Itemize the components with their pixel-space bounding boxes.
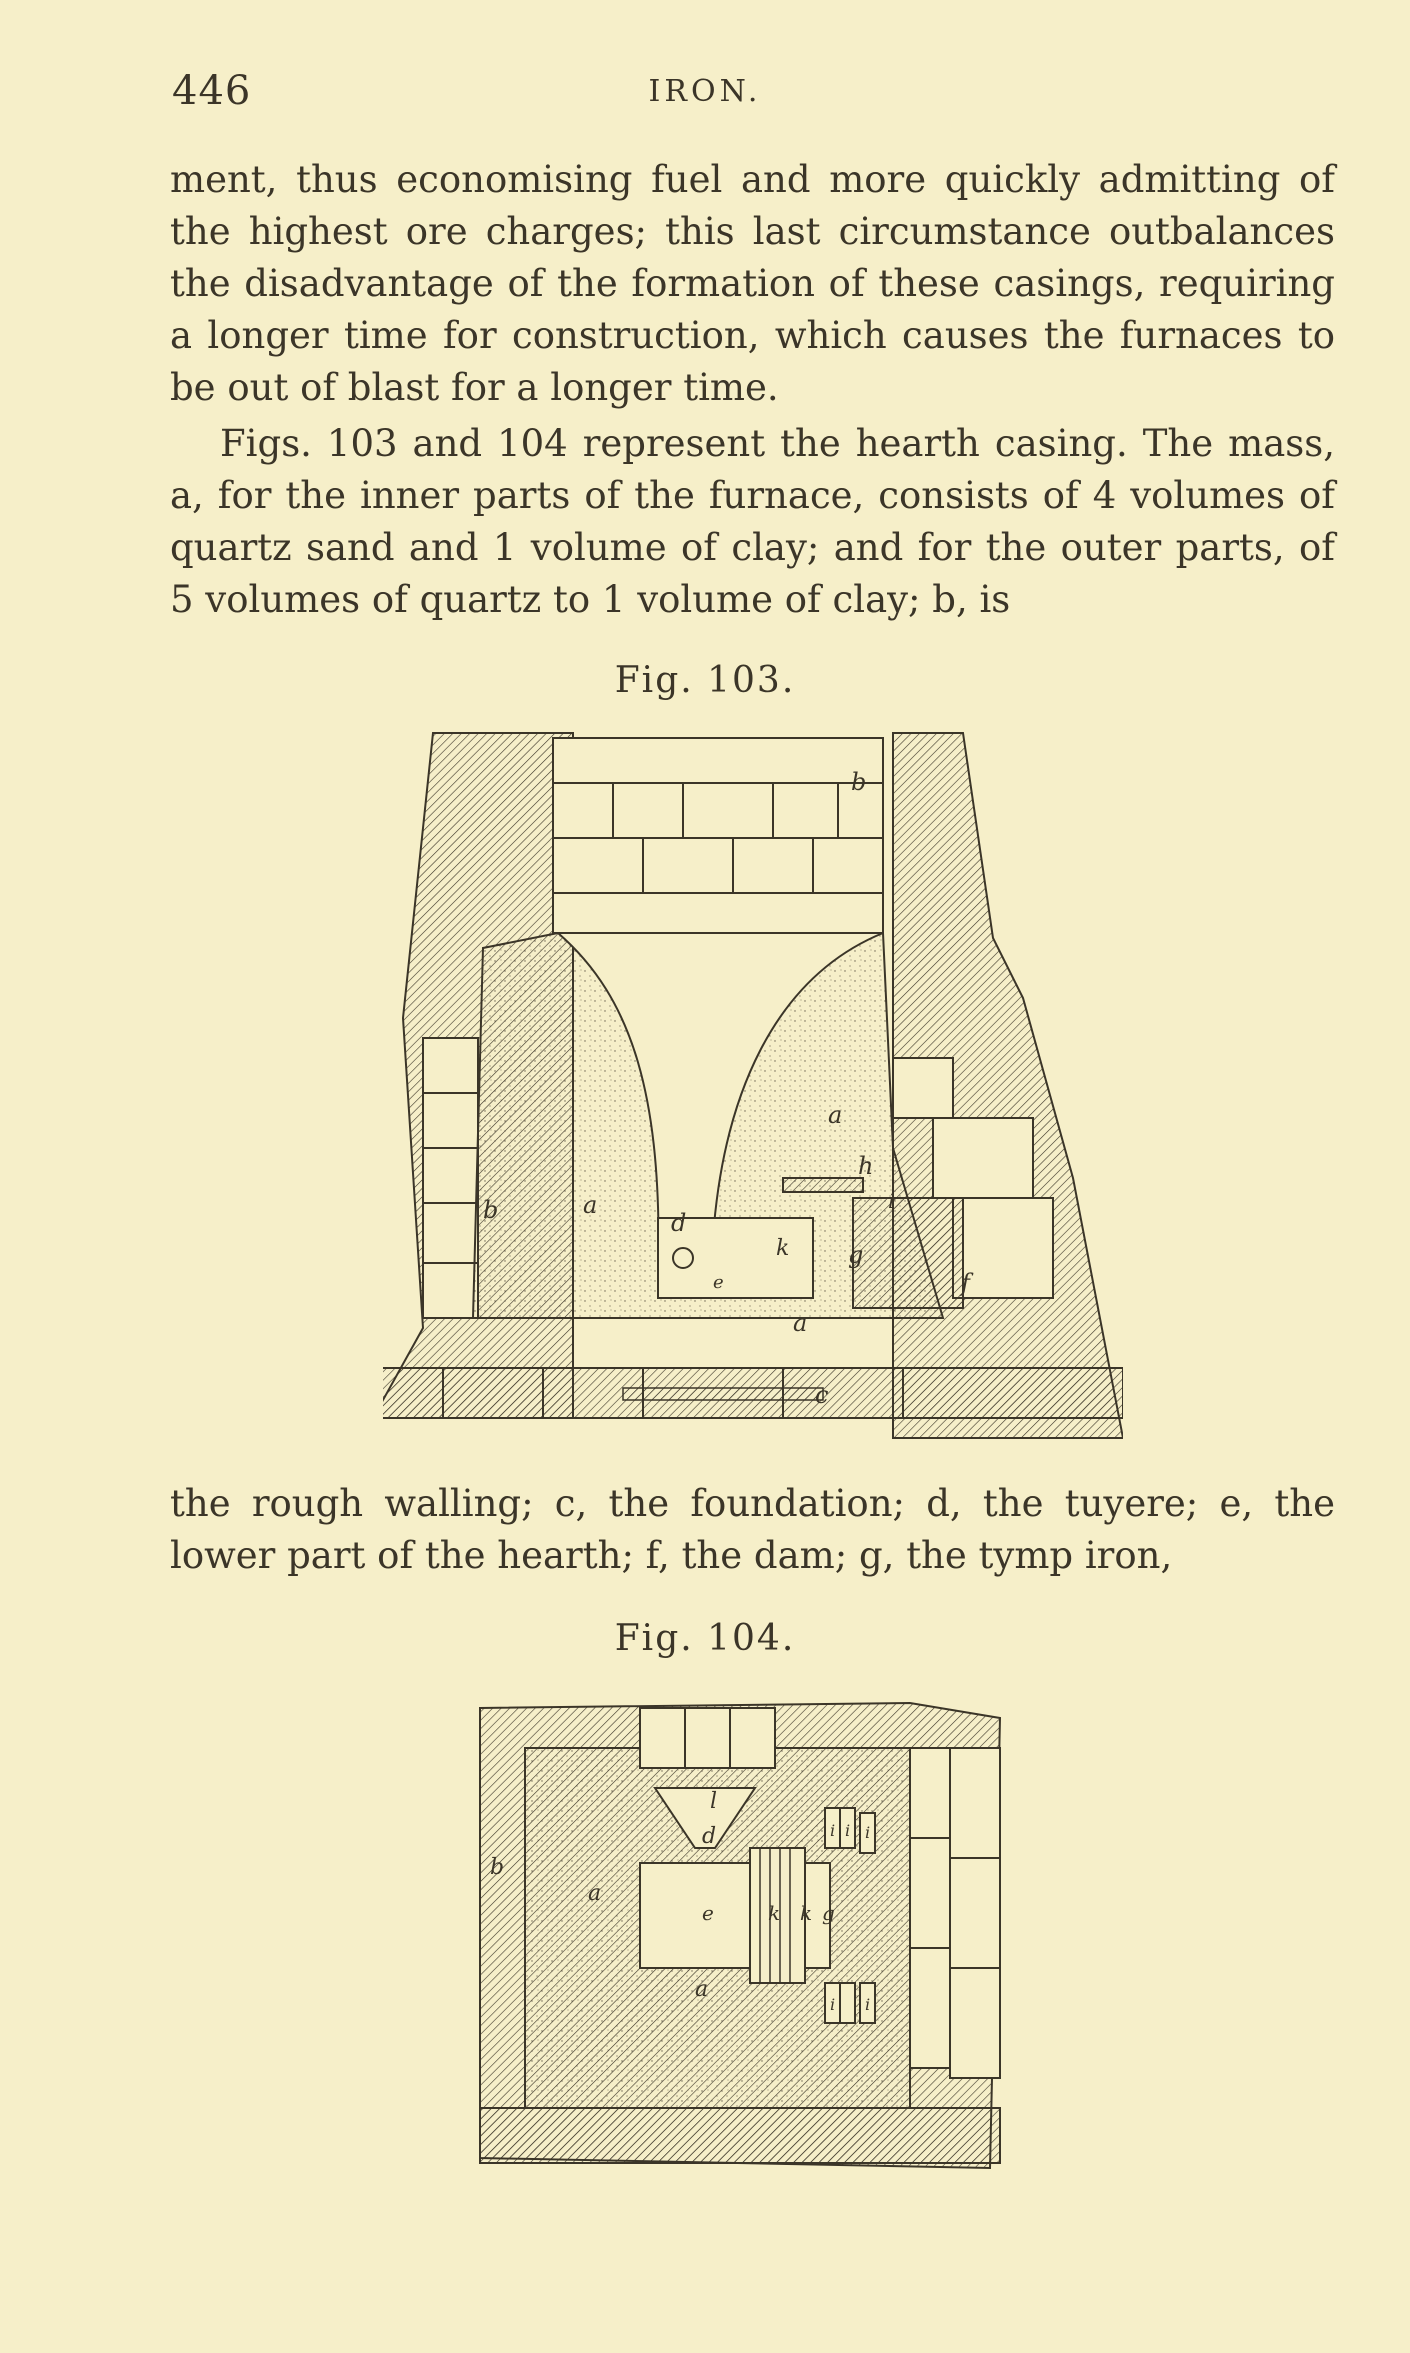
fig104-label-a-bottom: a — [695, 1977, 709, 2002]
fig103-label-b-left: b — [483, 1196, 499, 1224]
fig104-label-i2: i — [845, 1821, 851, 1840]
figure-104-caption: Fig. 104. — [614, 1618, 796, 1659]
fig103-label-k: k — [776, 1236, 790, 1261]
fig103-label-a-right: a — [828, 1101, 843, 1129]
fig104-label-k2: k — [800, 1901, 813, 1925]
figure-103 — [383, 718, 1123, 1462]
fig104-label-b: b — [490, 1855, 505, 1880]
figure-103-caption: Fig. 103. — [614, 660, 796, 701]
fig104-label-k1: k — [768, 1901, 781, 1925]
fig104-label-e: e — [702, 1901, 714, 1925]
fig103-label-i: i — [888, 1189, 895, 1213]
fig104-label-g: g — [822, 1901, 835, 1925]
fig104-label-i1: i — [830, 1821, 836, 1840]
fig103-label-f: f — [961, 1269, 970, 1297]
paragraph-1: ment, thus economising fuel and more quickly admitting of the highest ore charges; this last circumstance outbalances the disadvantage of the formation of these casings, requiring a longer time for construction, which causes the furnaces to be out of blast for a longer time. — [170, 158, 1335, 409]
fig104-label-a-left: a — [588, 1881, 602, 1906]
fig103-label-d: d — [671, 1209, 687, 1237]
fig104-label-i4: i — [830, 1995, 836, 2014]
fig104-label-d: d — [702, 1824, 717, 1849]
fig103-label-a-left: a — [583, 1191, 598, 1219]
fig103-label-a-bottom: a — [793, 1309, 808, 1337]
running-title: IRON. — [648, 74, 762, 109]
fig103-label-c: c — [815, 1381, 829, 1409]
figure-104 — [470, 1688, 1010, 2182]
fig104-label-l: l — [710, 1789, 718, 1814]
page-number: 446 — [172, 68, 252, 114]
fig103-label-h: h — [858, 1152, 874, 1180]
fig103-label-g: g — [848, 1241, 864, 1269]
fig103-label-b-right: b — [851, 768, 867, 796]
paragraph-2: Figs. 103 and 104 represent the hearth casing. The mass, a, for the inner parts of the furnace, consists of 4 volumes of quartz sand and 1 volume of clay; and for the outer parts, of 5 volumes of quartz to 1 volume of clay; b, is — [170, 422, 1335, 621]
paragraph-3: the rough walling; c, the foundation; d, the tuyere; e, the lower part of the hearth; f, the dam; g, the tymp iron, — [170, 1482, 1335, 1577]
fig104-label-i5: i — [865, 1995, 871, 2014]
fig103-label-e: e — [713, 1272, 724, 1293]
fig104-label-i3: i — [865, 1823, 871, 1842]
